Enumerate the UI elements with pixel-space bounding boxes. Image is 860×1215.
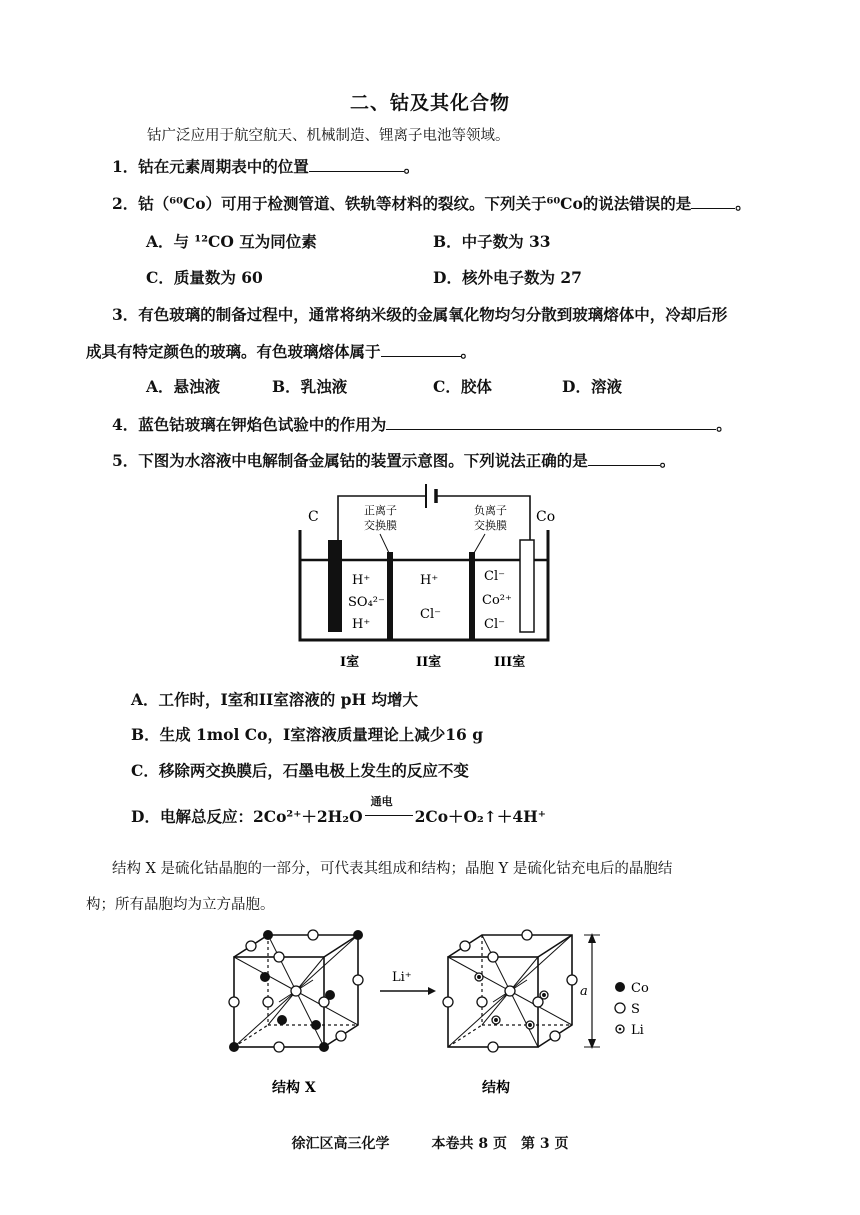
question-3-line1: 3．有色玻璃的制备过程中，通常将纳米级的金属氧化物均匀分散到玻璃熔体中，冷却后形 [112,305,728,324]
room2-ion-2: Cl⁻ [420,607,441,622]
legend-li-dot [619,1028,622,1031]
cobalt-electrode [520,540,534,632]
reaction-arrow [365,795,413,826]
room3-ion-2: Co²⁺ [482,593,512,608]
q5-option-d-suffix: 2Co＋O₂↑＋4H⁺ [414,807,546,826]
question-2-text: 2．钴（⁶⁰Co）可用于检测管道、铁轨等材料的裂纹。下列关于⁶⁰Co的说法错误的是 [112,194,692,213]
membrane-left-label-2: 交换膜 [364,519,397,532]
charge-arrow-head [428,987,436,995]
question-5-end: 。 [659,451,676,470]
membrane-right-label-1: 负离子 [474,504,507,517]
legend-s-marker [615,1003,625,1013]
q5-option-b[interactable]: B．生成 1mol Co，I室溶液质量理论上减少16 g [131,725,484,744]
legend-co-marker [615,982,625,992]
q2-option-a[interactable]: A．与 ¹²CO 互为同位素 [146,232,317,251]
legend-co-label: Co [631,981,649,996]
room-label-3: III室 [494,655,526,670]
question-5 [112,449,675,471]
structure-intro-line2: 构；所有晶胞均为立方晶胞。 [86,897,275,913]
question-2-end: 。 [735,194,751,213]
q2-option-c[interactable]: C．质量数为 60 [146,268,263,287]
room3-ion-3: Cl⁻ [484,617,505,632]
question-2 [112,192,751,214]
room1-ion-3: H⁺ [352,617,371,632]
question-4-end: 。 [716,415,732,434]
wire-left [338,496,426,540]
q5-option-c[interactable]: C．移除两交换膜后，石墨电极上发生的反应不变 [131,761,469,780]
answer-blank-4[interactable] [386,415,716,430]
intro-text: 钴广泛应用于航空航天、机械制造、锂离子电池等领域。 [147,128,510,144]
carbon-electrode [328,540,342,632]
question-1 [112,155,419,177]
room1-ion-2: SO₄²⁻ [348,595,385,610]
membrane-left-pointer [380,534,389,553]
room3-ion-1: Cl⁻ [484,569,505,584]
membrane-right-label-2: 交换膜 [474,519,507,532]
question-3-end: 。 [460,342,477,361]
reaction-condition: 通电 [370,795,393,808]
atom-legend [615,981,649,1038]
dimension-label: a [580,984,588,999]
membrane-right-pointer [474,534,485,553]
q2-option-d[interactable]: D．核外电子数为 27 [433,268,582,287]
question-4-text: 4．蓝色钴玻璃在钾焰色试验中的作用为 [112,415,387,434]
electrode-left-label: C [308,509,319,525]
question-1-text: 1．钴在元素周期表中的位置 [112,157,309,176]
q2-option-b[interactable]: B．中子数为 33 [433,232,551,251]
reaction-line [365,815,413,816]
caption-structure-y: 结构 [482,1080,510,1096]
electrolysis-diagram [290,478,570,673]
room1-ion-1: H⁺ [352,573,371,588]
membrane-left-label-1: 正离子 [364,504,397,517]
room2-ion-1: H⁺ [420,573,439,588]
question-4 [112,413,732,435]
answer-blank-1[interactable] [309,157,404,172]
structure-y-cell [443,930,577,1052]
structure-intro-line1: 结构 X 是硫化钴晶胞的一部分，可代表其组成和结构；晶胞 Y 是硫化钴充电后的晶胞结 [112,861,673,877]
lattice-dimension [580,933,600,1049]
wire-right [436,496,530,540]
q5-option-a[interactable]: A．工作时，I室和II室溶液的 pH 均增大 [131,690,419,709]
cation-exchange-membrane [387,552,393,640]
question-5-text: 5．下图为水溶液中电解制备金属钴的装置示意图。下列说法正确的是 [112,451,588,470]
q5-option-d-prefix: D．电解总反应：2Co²⁺＋2H₂O [131,807,363,826]
question-3-line2: 成具有特定颜色的玻璃。有色玻璃熔体属于 [86,342,381,361]
question-3 [86,340,476,362]
anion-exchange-membrane [469,552,475,640]
q5-option-d[interactable] [131,795,546,827]
crystal-structures-figure [220,925,660,1100]
legend-s-label: S [631,1002,640,1017]
q3-option-a[interactable]: A．悬浊液 [146,377,221,396]
q3-option-b[interactable]: B．乳浊液 [272,377,348,396]
legend-li-label: Li [631,1023,644,1038]
room-label-1: I室 [340,655,360,670]
arrow-label: Li⁺ [392,970,412,985]
q3-option-c[interactable]: C．胶体 [433,377,492,396]
caption-structure-x: 结构 X [272,1080,316,1096]
answer-blank-2[interactable] [691,194,735,209]
answer-blank-3[interactable] [381,342,461,357]
question-1-end: 。 [403,157,420,176]
structure-x-cell [229,930,363,1052]
page-footer: 徐汇区高三化学 本卷共 8 页 第 3 页 [291,1136,569,1152]
room-label-2: II室 [416,655,442,670]
q3-option-d[interactable]: D．溶液 [562,377,622,396]
section-title: 二、钴及其化合物 [349,92,510,114]
electrode-right-label: Co [536,509,556,525]
answer-blank-5[interactable] [588,451,660,466]
